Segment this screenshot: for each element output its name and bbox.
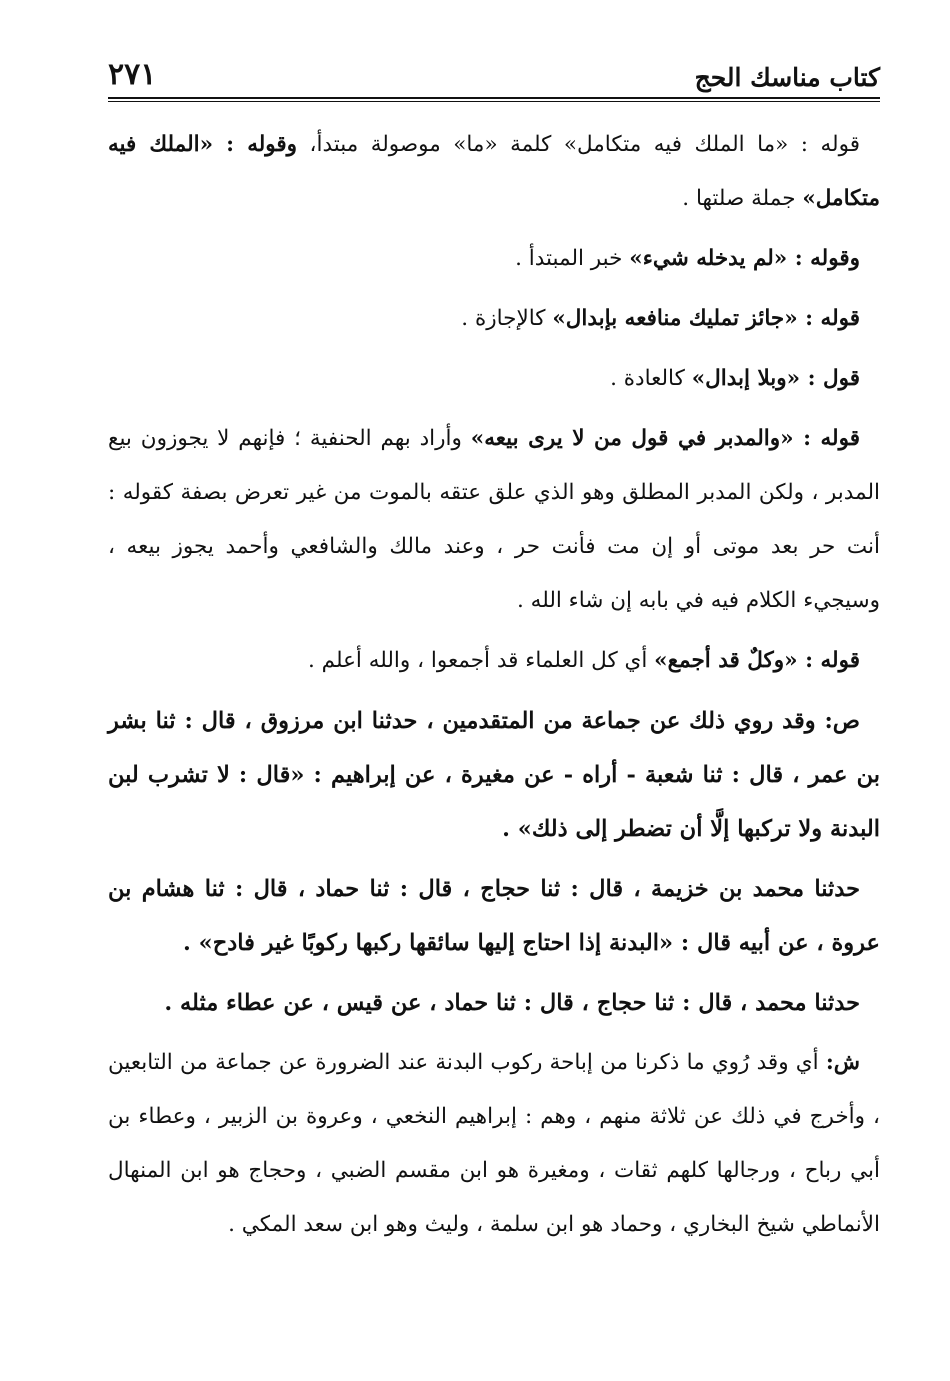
paragraph-4: قول : «وبلا إبدال» كالعادة . (610, 366, 860, 391)
page-body (108, 118, 880, 1258)
matn-paragraph-1: ص: وقد روي ذلك عن جماعة من المتقدمين ، حدثنا ابن مرزوق ، قال : ثنا بشر بن عمر ، قال : ثنا شعبة - أراه - عن مغيرة ، عن إبراهيم : «قال : لا تشرب لبن البدنة ولا تركبها إلَّا أن تضطر إلى ذلك» . (108, 708, 880, 842)
page-header (108, 48, 880, 92)
running-title: كتاب مناسك الحج (694, 63, 880, 92)
paragraph-5: قوله : «والمدبر في قول من لا يرى بيعه» وأراد بهم الحنفية ؛ فإنهم لا يجوزون بيع المدبر ، ولكن المدبر المطلق وهو الذي علق عتقه بالموت من غير تعرض بصفة كقوله : أنت حر بعد موتى أو إن مت فأنت حر ، وعند مالك والشافعي وأحمد يجوز بيعه ، وسيجيء الكلام فيه في بابه إن شاء الله . (108, 426, 880, 613)
matn-paragraph-2: حدثنا محمد بن خزيمة ، قال : ثنا حجاج ، قال : ثنا حماد ، قال : ثنا هشام بن عروة ، عن أبيه قال : «البدنة إذا احتاج إليها سائقها ركبها ركوبًا غير فادح» . (108, 876, 880, 956)
paragraph-3: قوله : «جائز تمليك منافعه بإبدال» كالإجازة . (461, 306, 860, 331)
page-number: ٢٧١ (108, 57, 157, 92)
sharh-paragraph: ش: أي وقد رُوي ما ذكرنا من إباحة ركوب البدنة عند الضرورة عن جماعة من التابعين ، وأخرج في ذلك عن ثلاثة منهم ، وهم : إبراهيم النخعي ، وعروة بن الزبير ، وعطاء بن أبي رباح ، ورجالها كلهم ثقات ، ومغيرة هو ابن مقسم الضبي ، وحجاج هو ابن المنهال الأنماطي شيخ البخاري ، وحماد هو ابن سلمة ، وليث وهو ابن سعد المكي . (108, 1050, 880, 1237)
paragraph-6: قوله : «وكلٌ قد أجمع» أي كل العلماء قد أجمعوا ، والله أعلم . (307, 648, 860, 673)
paragraph-2: وقوله : «لم يدخله شيء» خبر المبتدأ . (515, 246, 860, 271)
header-rule-thick (108, 97, 880, 99)
paragraph-1: قوله : «ما الملك فيه متكامل» كلمة «ما» موصولة مبتدأ، وقوله : «الملك فيه متكامل» جملة صلتها . (108, 132, 880, 211)
header-rule-thin (108, 101, 880, 102)
matn-paragraph-3: حدثنا محمد ، قال : ثنا حجاج ، قال : ثنا حماد ، عن قيس ، عن عطاء مثله . (164, 990, 860, 1016)
